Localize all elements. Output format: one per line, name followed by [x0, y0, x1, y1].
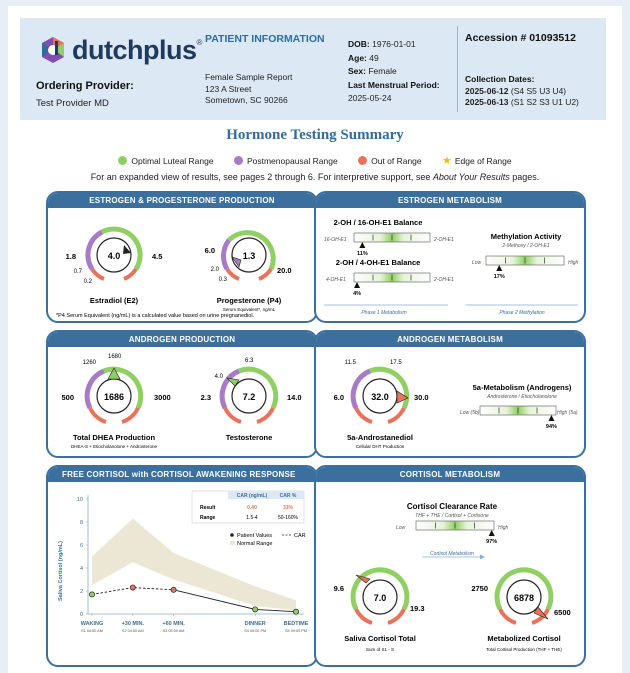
y-tick-label: 2	[79, 589, 83, 595]
dhea-name: Total DHEA Production	[72, 433, 156, 442]
progesterone-pm-low: 2.0	[210, 267, 219, 273]
panel-title: CORTISOL METABOLISM	[316, 467, 584, 482]
bal1-bar	[354, 233, 430, 257]
lmp-value: 2025-05-24	[348, 93, 392, 103]
testosterone-gauge	[201, 358, 302, 442]
car-range-pct: 50-160%	[277, 515, 299, 521]
legend-car-label: CAR	[294, 533, 306, 539]
legend-optimal-label: Optimal Luteal Range	[131, 156, 214, 166]
age-value: 49	[369, 52, 379, 63]
car-table-h1: CAR (ng/mL)	[236, 493, 268, 499]
car-range-label: Range	[200, 515, 216, 521]
estradiol-low: 1.8	[65, 252, 76, 261]
chart-legend	[230, 533, 306, 547]
clearance-left: Low	[396, 525, 406, 531]
dutchplus-logo-icon	[40, 35, 66, 65]
dob-label: DOB:	[348, 39, 370, 49]
car-result-value: 0.40	[247, 505, 257, 511]
x-tick-time: S3 05:00 AM	[162, 629, 185, 633]
estradiol-value: 4.0	[107, 251, 121, 261]
meth-left: Low	[472, 260, 482, 266]
metabolized-cortisol-value: 6878	[513, 593, 535, 603]
bal1-right: 2-OH-E1	[434, 237, 454, 243]
patient-point	[253, 607, 258, 612]
gauge-red-arc-left	[92, 269, 104, 279]
note-part2: pages.	[509, 172, 540, 182]
dhea-pm-low: 1260	[82, 360, 96, 366]
androstanediol-value: 32.0	[371, 392, 389, 402]
sex-label: Sex:	[348, 66, 366, 76]
progesterone-pm-high: 0.3	[218, 277, 227, 283]
dhea-value: 1686	[103, 392, 125, 402]
meth-right: High	[568, 260, 579, 266]
percentile-marker-icon	[354, 282, 360, 288]
note-italic: About Your Results	[432, 172, 510, 182]
percentile-marker-icon	[548, 415, 554, 421]
patient-address	[205, 72, 292, 107]
patient-address-line2: Sometown, SC 90266	[205, 95, 288, 105]
bal1-left: 16-OH-E1	[324, 237, 347, 243]
x-tick-label: +60 MIN.	[162, 621, 185, 627]
progesterone-high: 20.0	[277, 266, 292, 275]
y-tick-label: 8	[79, 520, 83, 526]
metabolism-arrow-label: Cortisol Metabolism	[430, 551, 474, 557]
progesterone-sub: Serum Equivalent*, ng/mL	[222, 307, 276, 312]
x-tick-label: WAKING	[80, 621, 104, 627]
testosterone-low: 2.3	[200, 393, 211, 402]
androgen-production-graphics	[48, 332, 318, 458]
panel-androgen-metabolism	[314, 330, 586, 458]
estradiol-pm-high: 0.2	[83, 279, 92, 285]
bal2-bar	[353, 273, 430, 297]
percentile-value: 4%	[353, 291, 362, 297]
metabolized-cortisol-name: Metabolized Cortisol	[487, 634, 561, 643]
note-part1: For an expanded view of results, see pages 2 through 6. For interpretive support, see	[90, 172, 433, 182]
car-result-label: Result	[200, 505, 216, 511]
dhea-gauge	[61, 354, 170, 449]
saliva-cortisol-value: 7.0	[373, 593, 387, 603]
red-dot-icon	[358, 156, 367, 165]
collection-dates-label: Collection Dates:	[465, 74, 535, 84]
panel-estrogen-progesterone	[46, 191, 318, 323]
y-tick-label: 0	[79, 612, 83, 618]
x-tick-label: BEDTIME	[283, 621, 309, 627]
legend-postmenopausal	[234, 156, 338, 166]
gauge-red-arc-left	[227, 269, 239, 279]
patient-point	[130, 585, 135, 590]
ordering-provider-label: Ordering Provider:	[36, 80, 134, 92]
trademark: ®	[196, 38, 203, 47]
five-a-bar	[480, 406, 557, 430]
patient-point	[89, 592, 94, 597]
report-header	[20, 18, 606, 120]
percentile-value: 94%	[545, 424, 557, 430]
meth-sub: 2-Methoxy / 2-OH-E1	[502, 243, 550, 249]
patient-details	[348, 38, 440, 106]
estradiol-name: Estradiol (E2)	[89, 296, 139, 305]
panel-title: ANDROGEN METABOLISM	[316, 332, 584, 347]
saliva-cortisol-gauge	[334, 570, 425, 652]
dhea-high: 3000	[154, 393, 171, 402]
clearance-right: High	[498, 525, 509, 531]
testosterone-pm-low: 4.0	[214, 374, 223, 380]
estradiol-gauge	[66, 229, 163, 305]
patient-point	[293, 609, 298, 614]
percentile-value: 11%	[357, 251, 368, 257]
saliva-cortisol-name: Saliva Cortisol Total	[344, 634, 416, 643]
androstanediol-gauge	[334, 360, 429, 449]
x-tick-label: DINNER	[244, 621, 266, 627]
testosterone-high: 14.0	[287, 393, 302, 402]
five-a-right: High (5a)	[557, 410, 578, 416]
gauge-red-arc-right	[124, 269, 136, 279]
phase1-label: Phase 1 Metabolism	[361, 310, 407, 316]
x-tick-time: S1 04:50 AM	[81, 629, 103, 633]
panel-title: ANDROGEN PRODUCTION	[48, 332, 316, 347]
patient-address-line1: 123 A Street	[205, 83, 252, 94]
x-tick-time: S4 05:00 PM	[244, 629, 267, 633]
brand-name: dutchplus	[72, 34, 197, 65]
y-tick-label: 4	[79, 566, 83, 572]
panel-estrogen-metabolism	[314, 191, 586, 323]
bal2-left: 4-OH-E1	[326, 277, 346, 283]
panel-androgen-production	[46, 330, 318, 458]
androstanediol-pm-low: 11.5	[344, 360, 356, 366]
legend-normal-label: Normal Range	[237, 541, 273, 547]
star-icon: ★	[442, 155, 452, 167]
clearance-title: Cortisol Clearance Rate	[406, 502, 498, 511]
estrogen-progesterone-graphics	[48, 193, 318, 323]
x-tick-label: +30 MIN.	[121, 621, 145, 627]
gauge-red-arc-right	[259, 269, 271, 279]
patient-info-title: PATIENT INFORMATION	[205, 33, 325, 45]
accession-value: 01093512	[529, 32, 576, 44]
legend-out-label: Out of Range	[371, 156, 422, 166]
accession-label: Accession #	[465, 32, 527, 44]
androstanediol-low: 6.0	[333, 393, 344, 402]
collection-dates	[465, 86, 579, 108]
y-tick-label: 10	[76, 497, 83, 503]
progesterone-value: 1.3	[242, 251, 256, 261]
saliva-cortisol-low: 9.6	[333, 584, 344, 593]
collection-date-1: 2025-06-12	[465, 86, 509, 96]
bal1-title: 2-OH / 16-OH-E1 Balance	[333, 218, 423, 227]
androgen-metabolism-graphics	[316, 332, 586, 458]
clearance-sub: THF + THE / Cortisol + Cortisone	[415, 513, 489, 519]
five-a-title: 5a-Metabolism (Androgens)	[472, 383, 572, 392]
panel-title: ESTROGEN METABOLISM	[316, 193, 584, 208]
metabolized-cortisol-high: 6500	[554, 608, 571, 617]
meth-title: Methylation Activity	[490, 232, 562, 241]
androstanediol-sub: Cellular DHT Production	[355, 444, 405, 449]
meth-bar	[486, 256, 564, 280]
range-legend	[0, 154, 630, 167]
dob-value: 1976-01-01	[372, 39, 416, 49]
percentile-marker-icon	[489, 530, 495, 536]
metabolized-cortisol-sub: Total Cortisol Production (THF + THE)	[486, 647, 562, 652]
ordering-provider-name: Test Provider MD	[36, 98, 109, 109]
patient-point	[171, 587, 176, 592]
arrow-right-icon	[480, 555, 485, 560]
progesterone-gauge	[205, 233, 292, 312]
legend-optimal	[118, 156, 213, 166]
percentile-marker-icon	[496, 265, 502, 271]
gauge-purple-arc	[224, 240, 229, 269]
legend-postmenopausal-label: Postmenopausal Range	[246, 156, 338, 166]
x-tick-time: S2 04:50 AM	[121, 629, 144, 633]
purple-dot-icon	[234, 156, 243, 165]
expanded-view-note	[0, 172, 630, 182]
five-a-left: Low (5b)	[460, 410, 480, 416]
percentile-value: 17%	[493, 274, 505, 280]
collection-date-2: 2025-06-13	[465, 97, 509, 107]
green-dot-icon	[118, 156, 127, 165]
metabolized-cortisol-low: 2750	[471, 584, 488, 593]
testosterone-pm-high: 6.3	[245, 358, 254, 364]
estradiol-high: 4.5	[152, 252, 163, 261]
car-table-h2: CAR %	[279, 493, 297, 499]
percentile-value: 97%	[486, 539, 498, 545]
y-tick-label: 6	[79, 543, 83, 549]
panel-title: ESTROGEN & PROGESTERONE PRODUCTION	[48, 193, 316, 208]
x-tick-time: S5 09:00 PM	[285, 629, 307, 633]
car-range-value: 1.5-4	[246, 515, 258, 521]
testosterone-name: Testosterone	[225, 433, 273, 442]
estradiol-pm-low: 0.7	[73, 269, 82, 275]
dhea-low: 500	[61, 393, 74, 402]
legend-edge-label: Edge of Range	[454, 156, 512, 166]
brand-logo	[40, 30, 202, 70]
car-table	[192, 491, 304, 523]
phase2-label: Phase 2 Methylation	[499, 310, 545, 316]
saliva-cortisol-sub: Sum of S1 - S	[365, 647, 395, 652]
header-divider	[457, 26, 458, 112]
estrogen-metabolism-graphics	[316, 193, 586, 323]
progesterone-name: Progesterone (P4)	[216, 296, 282, 305]
legend-out-of-range	[358, 156, 422, 166]
car-result-pct: 33%	[282, 505, 294, 511]
legend-normal-marker	[230, 541, 235, 545]
progesterone-low: 6.0	[204, 246, 215, 255]
age-label: Age:	[348, 52, 367, 63]
summary-title: Hormone Testing Summary	[226, 127, 404, 143]
bal2-title: 2-OH / 4-OH-E1 Balance	[335, 258, 421, 267]
cortisol-metabolism-graphics	[316, 467, 586, 667]
percentile-marker-icon	[359, 242, 365, 248]
cortisol-chart	[48, 467, 318, 667]
sex-value: Female	[368, 66, 397, 76]
accession-number	[465, 32, 576, 44]
panel-title: FREE CORTISOL with CORTISOL AWAKENING RESPONSE (CAR)	[48, 467, 316, 482]
p4-footnote: *P4 Serum Equivalent (ng/mL) is a calculated value based on urine pregnanediol.	[56, 313, 255, 319]
legend-edge	[442, 156, 512, 166]
dhea-pm-high: 1680	[108, 354, 122, 360]
five-a-sub: Androsterone / Etiocholanolone	[487, 394, 557, 400]
clearance-bar	[416, 521, 497, 545]
androstanediol-name: 5a-Androstanediol	[347, 433, 413, 442]
dhea-sub: DHEA-S + Etiocholanolone + Androsterone	[70, 444, 158, 449]
testosterone-value: 7.2	[242, 392, 256, 402]
panel-cortisol-metabolism	[314, 465, 586, 667]
chart-ylabel: Saliva Cortisol (ng/mL)	[58, 541, 64, 601]
panel-cortisol-car	[46, 465, 318, 667]
bal2-right: 2-OH-E1	[434, 277, 454, 283]
androstanediol-high: 30.0	[414, 393, 429, 402]
metabolized-cortisol-gauge	[471, 570, 570, 652]
lmp-label: Last Menstrual Period:	[348, 79, 440, 90]
saliva-cortisol-high: 19.3	[410, 604, 425, 613]
patient-name: Female Sample Report	[205, 72, 293, 82]
legend-patient-marker	[230, 533, 234, 537]
legend-patient-label: Patient Values	[237, 533, 273, 539]
androstanediol-pm-high: 17.5	[390, 360, 402, 366]
collection-detail-2: (S1 S2 S3 U1 U2)	[510, 97, 579, 107]
collection-detail-1: (S4 S5 U3 U4)	[510, 86, 567, 96]
